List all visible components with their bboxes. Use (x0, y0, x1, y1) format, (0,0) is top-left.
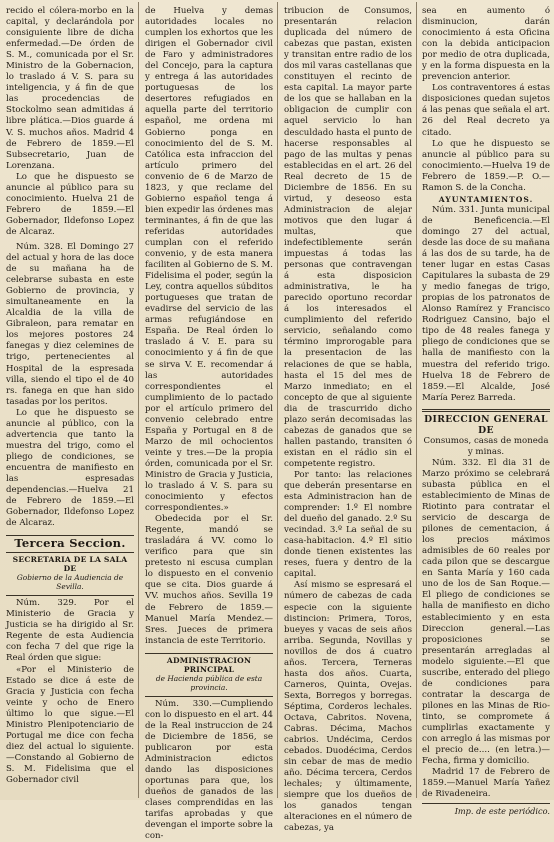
paragraph: Núm. 332. El dia 31 de Marzo próximo se celebrará subasta pública en el establecimiento de Minas de Riotinto para contratar el servicio de descarga de pilones de cementacion, á los precios máximos admisibles de 60 reales por cada pilon que se descargue en Santa María y 160 cada uno de los de San Roque.—El pliego de condiciones se halla de manifiesto en dicho establecimiento y en esta Direccion general.—Las proposiciones se presentarán arregladas al modelo siguiente.—El que suscribe, enterado del pliego de condiciones para contratar la descarga de pilones en las Minas de Rio-tinto, se compromete á cumplirlas exactamente y con arreglo á las mismas por el precio de.... (en letra.)—Fecha, firma y domicilio. (422, 457, 550, 767)
office-header (6, 555, 134, 591)
office-subtitle: Gobierno de la Audiencia de (16, 573, 124, 583)
paragraph: Así mismo se espresará el número de cabezas de cada especie con la siguiente distincion: Primera, Toros, bueyes y vacas de seis años arriba. Segunda, Novillas y novillos de dos á cuatro años. Tercera, Terneras hasta dos años. Cuarta, Carneros, Quinta, Ovejas. Sexta, Borregos y borregas. Séptima, Corderos lechales. Octava, Cabritos. Novena, Cabras. Décima, Machos cabrios. Undécima, Cerdos cebados. Duodécima, Cerdos sin cebar de mas de medio año. Décima tercera, Cerdos lechales; y últimamente, siempre que los dueños de los ganados tengan alteraciones en el número de cabezas, ya (284, 580, 412, 834)
paragraph: Núm. 331. Junta municipal de Beneficencia.—El domingo 27 del actual, desde las doce de su mañana á las dos de su tarde, ha de tener lugar en estas Casas Capitulares la subasta de 29 y medio fanegas de trigo, propias de los patronatos de Alonso Ramírez y Francisco Rodriguez Cansino, bajo el tipo de 48 reales fanega y pliego de condiciones que se halla de manifiesto con la muestra del referido trigo. Huelva 18 de Febrero de 1859.—El Alcalde, José María Perez Barreda. (422, 204, 550, 403)
paragraph: tribucion de Consumos, presentarán relacion duplicada del número de cabezas que pastan, existen y transitan entre radio de los dos mil varas castellanas que constituyen el recinto de esta capital. La mayor parte de los que se hallaban en la obligacion de cumplir con aquel servicio lo han desculdado hasta el punto de hacerse responsables al pago de las multas y penas establecidas en el art. 26 del Real decreto de 15 de Diciembre de 1856. En su virtud, y deseoso esta Administracion de alejar motivos que den lugar á multas, que indefectiblemente serán impuestas á todas las personas que contravengan á esta disposicion administrativa, le ha parecido oportuno recordar á los interesados el cumplimiento del referido servicio, señalando como término improrogable para la presentacion de las relaciones de que se habla, hasta el 15 del mes de Marzo inmediato; en el concepto de que al siguiente dia de trascurrido dicho plazo serán decomisadas las cabezas de ganados que se hallen pastando, transiten ó existan en el rádio sin el competente registro. (284, 6, 412, 469)
divider (422, 803, 550, 804)
office-subtitle: Sevilla. (56, 582, 84, 592)
divider (145, 653, 273, 654)
paragraph: Madrid 17 de Febrero de 1859.—Manuel María Yañez de Rivadeneira. (422, 767, 550, 800)
paragraph: Núm. 330.—Cumpliendo con lo dispuesto en el art. 44 de la Real instruccion de 24 de Diciembre de 1856, se publicaron por esta Administracion edictos dando las disposiciones oportunas para que, los dueños de ganados de las clases comprendidas en las tarifas aprobadas y que devengan el importe sobre la con- (145, 698, 273, 842)
paragraph: Por tanto: las relaciones que deberán presentarse en esta Administracion han de comprender: 1.º El nombre del dueño del ganado. 2.º Su vecindad. 3.º La señal de su casa-habitacion. 4.º El sitio donde tienen existentes las reses, fuera y dentro de la capital. (284, 469, 412, 580)
section-heading: DIRECCION GENERAL DE (424, 413, 548, 436)
section-title: Tercera Seccion. (14, 536, 126, 551)
paragraph: de Huelva y demas autoridades locales no cumplen los exhortos que les dirigen el Gobernador civil de Faro y administradores del Concejo, para la captura y entrega á las autoridades portuguesas de los desertores refugiados en aquella parte del territorio español, me ordena mi Gobierno ponga en conocimiento del de S. M. Católica esta infraccion del artículo primero del convenio de 6 de Marzo de 1823, y que reclame del Gobierno español tenga á bien expedir las órdenes mas terminantes, á fin de que las referidas autoridades cumplan con el referido convenio, y de esta manera faciliten al Gobierno de S. M. Fidelisima el poder, según la Ley, contra aquellos súbditos portugueses que tratan de evadirse del servicio de las armas refugiándose en España. De Real órden lo traslado á V. E. para su conocimiento y á fin de que se sirva V. E. recomendar á las autoridades correspondientes el cumplimiento de lo pactado por el artículo primero del convenio celebrado entre España y Portugal en 8 de Marzo de mil ochocientos veinte y tres.—De la propia órden, comunicada por el Sr. Ministro de Gracia y Justicia, lo traslado á V. S. para su conocimiento y efectos correspondientes.» (145, 6, 273, 514)
divider (422, 409, 550, 412)
imprint-line: Imp. de este periódico. (454, 806, 550, 817)
column-rule (416, 2, 417, 798)
divider (145, 696, 273, 697)
divider (6, 552, 134, 553)
paragraph: Núm. 329. Por el Ministerio de Gracia y Justicia se ha dirigido al Sr. Regente de esta Audiencia con fecha 7 del que rige la Real órden que sigue: (6, 598, 134, 664)
paragraph: Lo que he dispuesto se anuncie al público para su conocimiento.—Huelva 19 de Febrero de 1859.—P. O.—Ramon S. de la Concha. (422, 138, 550, 193)
paragraph: Núm. 328. El Domingo 27 del actual y hora de las doce de su mañana ha de celebrarse subasta en este Gobierno de provincia, y simultaneamente en la Alcaldia de la villa de Gibraleon, para rematar en los mejores postores 24 fanegas y diez celemines de trigo, pertenecientes al Hospital de la espresada villa, siendo el tipo el de 40 rs. fanega en que han sido tasadas por los peritos. (6, 241, 134, 407)
office-name: SECRETARIA DE LA SALA DE (12, 555, 128, 574)
column-rule (277, 2, 278, 798)
office-subtitle: de Hacienda pública de esta provincia. (155, 673, 263, 692)
column-2 (145, 6, 273, 842)
paragraph: Lo que he dispuesto se anuncie al público, con la advertencia que tanto la muestra del trigo, como el pliego de condiciones, se encuentra de manifiesto en las espresadas dependencias.—Huelva 21 de Febrero de 1859.—El Gobernador, Ildefonso Lopez de Alcaraz. (6, 407, 134, 529)
paragraph: «Por el Ministerio de Estado se dice á este de Gracia y Justicia con fecha veinte y ocho de Enero último lo que sigue.—El Ministro Plenipotenciario de Portugal me dice con fecha diez del actual lo siguiente.—Constando al Gobierno de S. M. Fidelisima que el Gobernador civil (6, 664, 134, 785)
column-1 (6, 6, 134, 796)
column-3 (284, 6, 412, 834)
column-4 (422, 6, 550, 817)
column-rule (138, 2, 139, 798)
paragraph: sea en aumento ó disminucion, darán conocimiento á esta Oficina con la debida anticipacion por medio de otra duplicada, y en la forma dispuesta en la prevencion anterior. (422, 6, 550, 83)
office-name: ADMINISTRACION PRINCIPAL (166, 655, 252, 674)
paragraph: Obedecida por el Sr. Regente, mandó se trasladára á VV. como lo verifico para que sin pretesto ni escusa cumplan lo dispuesto en el convenio que se cita. Dios guarde á VV. muchos años. Sevilla 19 de Febrero de 1859.—Manuel María Mendez.—Sres. Jueces de primera instancia de este Territorio. (145, 514, 273, 646)
paragraph: Los contraventores á estas disposiciones quedan sujetos á las penas que señala el art. 26 del Real decreto ya citado. (422, 83, 550, 138)
office-header (145, 656, 273, 692)
paragraph: recido el cólera-morbo en la capital, y declarándola por consiguiente libre de dicha enfermedad.—De órden de S. M., comunicada por el Sr. Ministro de la Gobernacion, lo traslado á V. S. para su inteligencia, y á fin de que las procedencias de Stockolmo sean admitidas á libre plática.—Dios guarde á V. S. muchos años. Madrid 4 de Febrero de 1859.—El Subsecretario, Juan de Lorenzana. (6, 6, 134, 171)
section-subheading: Consumos, casas de moneda y minas. (423, 435, 549, 457)
section-heading: AYUNTAMIENTOS. (438, 194, 534, 204)
paragraph: Lo que he dispuesto se anuncie al público para su conocimiento. Huelva 21 de Febrero de 1859.—El Gobernador, Ildefonso Lopez de Alcaraz. (6, 171, 134, 237)
divider (6, 595, 134, 596)
